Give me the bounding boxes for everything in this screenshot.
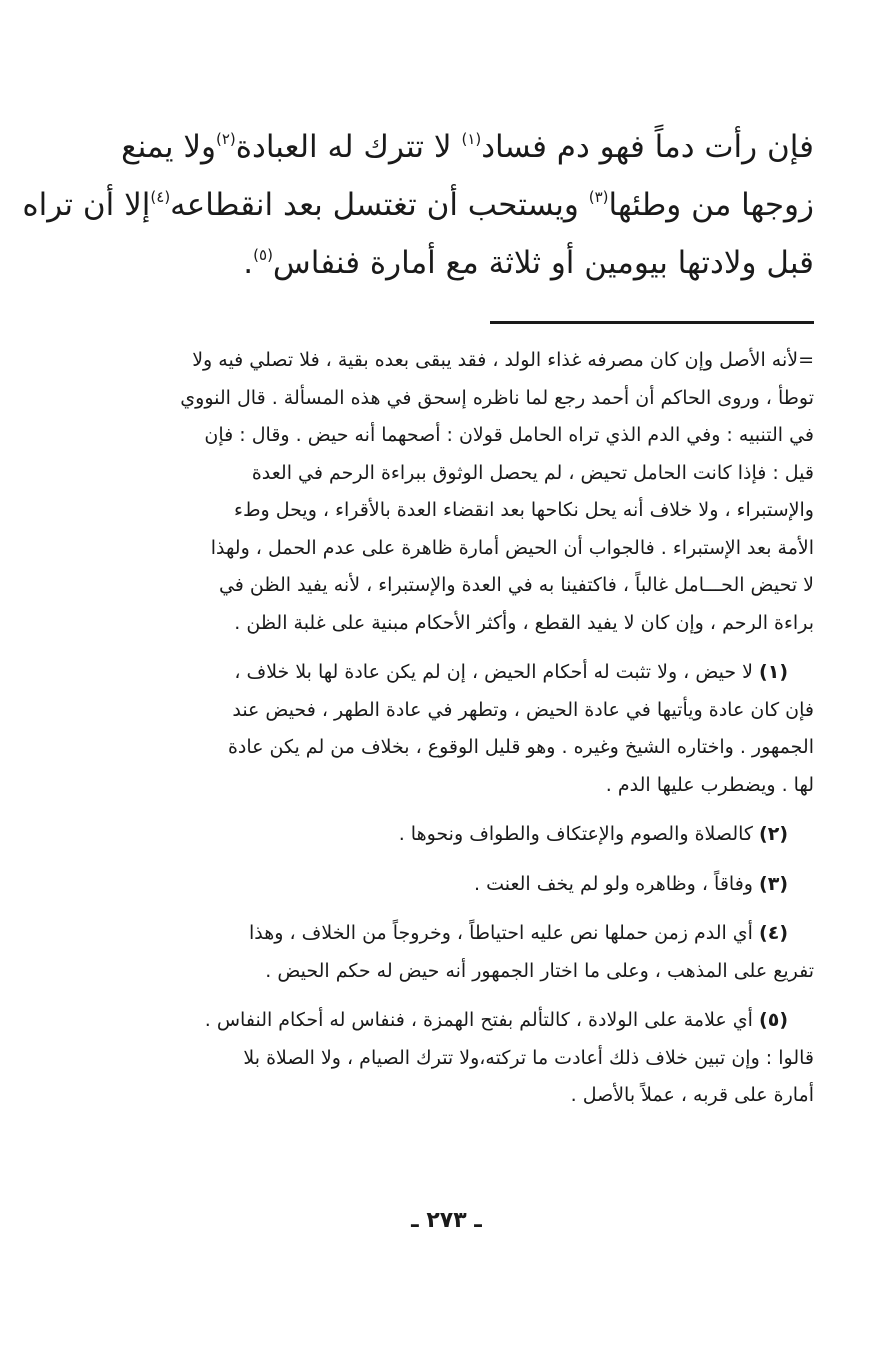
footnote-line: في التنبيه : وفي الدم الذي تراه الحامل قولان : أصحهما أنه حيض . وقال : فإن bbox=[204, 424, 814, 446]
footnote-number: (١) bbox=[759, 661, 788, 683]
main-text-segment: لا تترك له العبادة bbox=[235, 129, 452, 165]
page-number: ـ ٢٧٣ ـ bbox=[411, 1208, 482, 1233]
footnote-line: أمارة على قربه ، عملاً بالأصل . bbox=[570, 1084, 814, 1106]
main-text-segment: ولا يمنع bbox=[121, 129, 216, 165]
main-text-segment: زوجها من وطئها bbox=[608, 187, 814, 223]
main-text-segment: إلا أن تراه bbox=[22, 187, 151, 223]
footnote-number: (٢) bbox=[759, 823, 788, 845]
footnote-5 bbox=[78, 1002, 814, 1115]
footnote-line: لها . ويضطرب عليها الدم . bbox=[605, 773, 814, 796]
footnote-text: لا حيض ، ولا تثبت له أحكام الحيض ، إن لم يكن عادة لها بلا خلاف ، bbox=[234, 661, 753, 683]
footnote-line: لا تحيض الحـــامل غالباً ، فاكتفينا به في العدة والإستبراء ، لأنه يفيد الظن في bbox=[218, 574, 814, 596]
footnote-line bbox=[78, 866, 814, 904]
footnote-line: فإن كان عادة ويأتيها في عادة الحيض ، وتطهر في عادة الطهر ، فحيض عند bbox=[232, 698, 814, 721]
footnote-line: قيل : فإذا كانت الحامل تحيض ، لم يحصل الوثوق ببراءة الرحم في العدة bbox=[251, 461, 814, 484]
footnote-ref: (٢) bbox=[216, 130, 236, 148]
footnote-line: =لأنه الأصل وإن كان مصرفه غذاء الولد ، فقد يبقى بعده بقية ، فلا تصلي فيه ولا bbox=[192, 349, 814, 371]
main-text-segment: فإن رأت دماً فهو دم فساد bbox=[481, 129, 814, 165]
footnote-text: كالصلاة والصوم والإعتكاف والطواف ونحوها . bbox=[398, 823, 753, 845]
main-text-line bbox=[78, 118, 814, 176]
footnote-number: (٤) bbox=[759, 922, 788, 944]
footnote-ref: (٣) bbox=[588, 188, 609, 206]
footnote-1 bbox=[78, 654, 814, 804]
main-text-segment: ويستحب أن تغتسل بعد انقطاعه bbox=[170, 187, 579, 223]
footnote-line: تفريع على المذهب ، وعلى ما اختار الجمهور أنه حيض له حكم الحيض . bbox=[265, 959, 814, 982]
main-text-line bbox=[22, 176, 814, 234]
footnote-number: (٥) bbox=[759, 1009, 788, 1031]
footnote-ref: (٥) bbox=[253, 246, 273, 264]
main-text bbox=[22, 118, 814, 292]
footnote-line bbox=[78, 915, 814, 953]
footnote-text: أي علامة على الولادة ، كالتألم بفتح الهمزة ، فنفاس له أحكام النفاس . bbox=[204, 1009, 753, 1031]
footnote-ref: (٤) bbox=[150, 188, 171, 206]
footnote-line: قالوا : وإن تبين خلاف ذلك أعادت ما تركته،ولا تترك الصيام ، ولا الصلاة بلا bbox=[243, 1046, 814, 1069]
main-text-segment: قبل ولادتها بيومين أو ثلاثة مع أمارة فنفاس bbox=[272, 245, 814, 281]
footnotes-section bbox=[78, 342, 814, 1127]
footnote-text: أي الدم زمن حملها نص عليه احتياطاً ، وخروجاً من الخلاف ، وهذا bbox=[249, 922, 753, 944]
footnote-divider bbox=[490, 321, 814, 324]
footnote-continuation bbox=[78, 342, 814, 642]
footnote-line bbox=[78, 654, 814, 692]
footnote-line: براءة الرحم ، وإن كان لا يفيد القطع ، وأكثر الأحكام مبنية على غلبة الظن . bbox=[234, 611, 814, 634]
footnote-text: وفاقاً ، وظاهره ولو لم يخف العنت . bbox=[473, 872, 753, 895]
footnote-3 bbox=[78, 866, 814, 904]
footnote-ref: (١) bbox=[461, 130, 482, 148]
footnote-number: (٣) bbox=[759, 872, 788, 895]
footnote-2 bbox=[78, 816, 814, 854]
footnote-4 bbox=[78, 915, 814, 990]
footnote-line: توطأ ، وروى الحاكم أن أحمد رجع لما ناظره إسحق في هذه المسألة . قال النووي bbox=[180, 386, 814, 409]
footnote-line: الأمة بعد الإستبراء . فالجواب أن الحيض أمارة ظاهرة على عدم الحمل ، ولهذا bbox=[210, 536, 814, 559]
footnote-line bbox=[78, 1002, 814, 1040]
footnote-line: الجمهور . واختاره الشيخ وغيره . وهو قليل الوقوع ، بخلاف من لم يكن عادة bbox=[227, 736, 814, 758]
main-text-segment: . bbox=[243, 245, 254, 281]
footnote-line bbox=[78, 816, 814, 854]
main-text-line bbox=[78, 234, 814, 292]
footnote-line: والإستبراء ، ولا خلاف أنه يحل نكاحها بعد انقضاء العدة بالأقراء ، ويحل وطء bbox=[234, 499, 814, 521]
